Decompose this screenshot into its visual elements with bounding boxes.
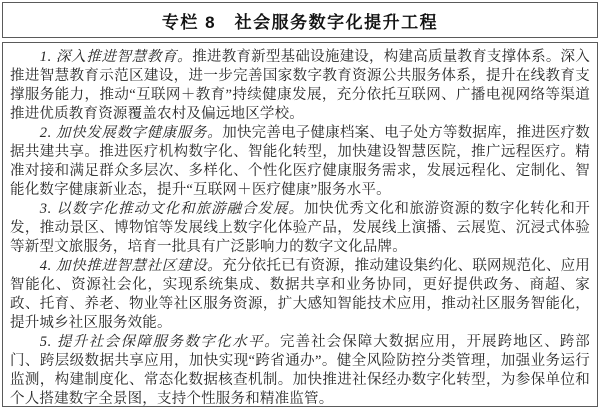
column-title: 专栏 8 社会服务数字化提升工程 <box>161 12 439 32</box>
paragraph-3 <box>10 200 590 257</box>
paragraph-1-lead: 1. 深入推进智慧教育。 <box>39 49 193 65</box>
paragraph-3-lead: 3. 以数字化推动文化和旅游融合发展。 <box>39 201 304 217</box>
paragraph-5 <box>10 333 590 407</box>
paragraph-2 <box>10 124 590 200</box>
paragraph-5-text: 完善社会保障大数据应用，开展跨地区、跨部门、跨层级数据共享应用，加快实现“跨省通办”。健全风险防控分类管理，加强业务运行监测，构建制度化、常态化数据核查机制。加快推进社保经办数字化转型，为参保单位和个人搭建数字全景图，支持个性服务和精准监管。 <box>10 334 590 407</box>
paragraph-2-text: 加快完善电子健康档案、电子处方等数据库，推进医疗数据共建共享。推进医疗机构数字化、智能化转型，加快建设智慧医院，推广远程医疗。精准对接和满足群众多层次、多样化、个性化医疗健康服务需求，发展远程化、定制化、智能化数字健康新业态，提升“互联网＋医疗健康”服务水平。 <box>10 125 590 198</box>
paragraph-4 <box>10 257 590 333</box>
paragraph-4-text: 充分依托已有资源，推动建设集约化、联网规范化、应用智能化、资源社会化，实现系统集成、数据共享和业务协同，更好提供政务、商超、家政、托育、养老、物业等社区服务资源，扩大感知智能技术应用，推动社区服务智能化，提升城乡社区服务效能。 <box>10 258 590 331</box>
paragraph-1 <box>10 48 590 124</box>
paragraph-1-text: 推进教育新型基础设施建设，构建高质量教育支撑体系。深入推进智慧教育示范区建设，进一步完善国家数字教育资源公共服务体系，提升在线教育支撑服务能力，推动“互联网＋教育”持续健康发展，充分依托互联网、广播电视网络等渠道推进优质教育资源覆盖农村及偏远地区学校。 <box>10 49 590 122</box>
paragraph-5-lead: 5. 提升社会保障服务数字化水平。 <box>39 334 281 350</box>
paragraph-2-lead: 2. 加快发展数字健康服务。 <box>39 125 223 141</box>
column-title-box <box>2 2 598 38</box>
column-content-box <box>2 42 598 407</box>
paragraph-4-lead: 4. 加快推进智慧社区建设。 <box>39 258 223 274</box>
paragraph-3-text: 加快优秀文化和旅游资源的数字化转化和开发，推动景区、博物馆等发展线上数字化体验产品，发展线上演播、云展览、沉浸式体验等新型文旅服务，培育一批具有广泛影响力的数字文化品牌。 <box>10 201 590 255</box>
